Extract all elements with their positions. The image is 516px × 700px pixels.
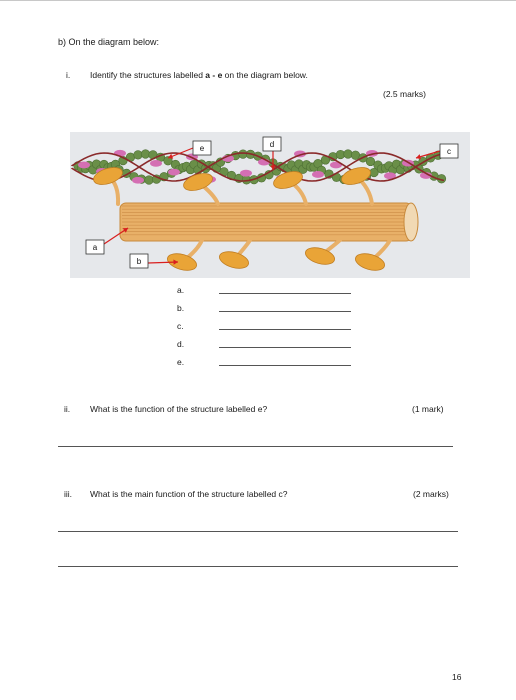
label-text: c [447, 147, 451, 156]
label-text: b [136, 257, 142, 266]
troponin [168, 169, 180, 176]
answer-line-q3-1[interactable] [58, 531, 458, 532]
section-heading: b) On the diagram below: [58, 37, 160, 47]
question-2-text: What is the function of the structure labelled e? [90, 404, 268, 414]
actin-bead [344, 150, 353, 159]
question-2-number: ii. [64, 404, 71, 414]
troponin [150, 160, 162, 167]
answer-row-d [177, 339, 357, 357]
answer-line-d[interactable] [219, 347, 351, 348]
question-1-text-post: on the diagram below. [222, 70, 308, 80]
page-top-rule [0, 0, 516, 1]
label-text: e [199, 144, 205, 153]
question-1-text-bold: a - e [205, 70, 223, 80]
answer-line-c[interactable] [219, 329, 351, 330]
question-1-number: i. [66, 70, 71, 80]
answer-line-b[interactable] [219, 311, 351, 312]
question-1-text-pre: Identify the structures labelled [90, 70, 206, 80]
question-2-marks: (1 mark) [412, 404, 444, 414]
answer-line-q2[interactable] [58, 446, 453, 447]
troponin [78, 162, 90, 169]
answer-row-b [177, 303, 357, 321]
thick-filament [120, 203, 418, 241]
label-text: a [92, 243, 98, 252]
answer-row-e [177, 357, 357, 375]
sarcomere-diagram [70, 132, 470, 278]
page-number: 16 [452, 672, 462, 682]
question-3-marks: (2 marks) [413, 489, 449, 499]
answer-row-c [177, 321, 357, 339]
question-1-text [90, 70, 308, 80]
answer-line-e[interactable] [219, 365, 351, 366]
answer-row-a [177, 285, 357, 303]
answer-letter: e. [177, 357, 185, 367]
answer-letter: c. [177, 321, 184, 331]
troponin [132, 177, 144, 184]
answer-letter: d. [177, 339, 185, 349]
question-3-text: What is the main function of the structure labelled c? [90, 489, 288, 499]
answer-letter: a. [177, 285, 185, 295]
answer-letter: b. [177, 303, 185, 313]
troponin [312, 171, 324, 178]
label-text: d [269, 140, 275, 149]
answer-list [177, 285, 357, 375]
question-3-number: iii. [64, 489, 73, 499]
question-1-marks: (2.5 marks) [383, 89, 426, 99]
answer-line-q3-2[interactable] [58, 566, 458, 567]
thick-filament-end [404, 203, 418, 241]
answer-line-a[interactable] [219, 293, 351, 294]
troponin [240, 170, 252, 177]
